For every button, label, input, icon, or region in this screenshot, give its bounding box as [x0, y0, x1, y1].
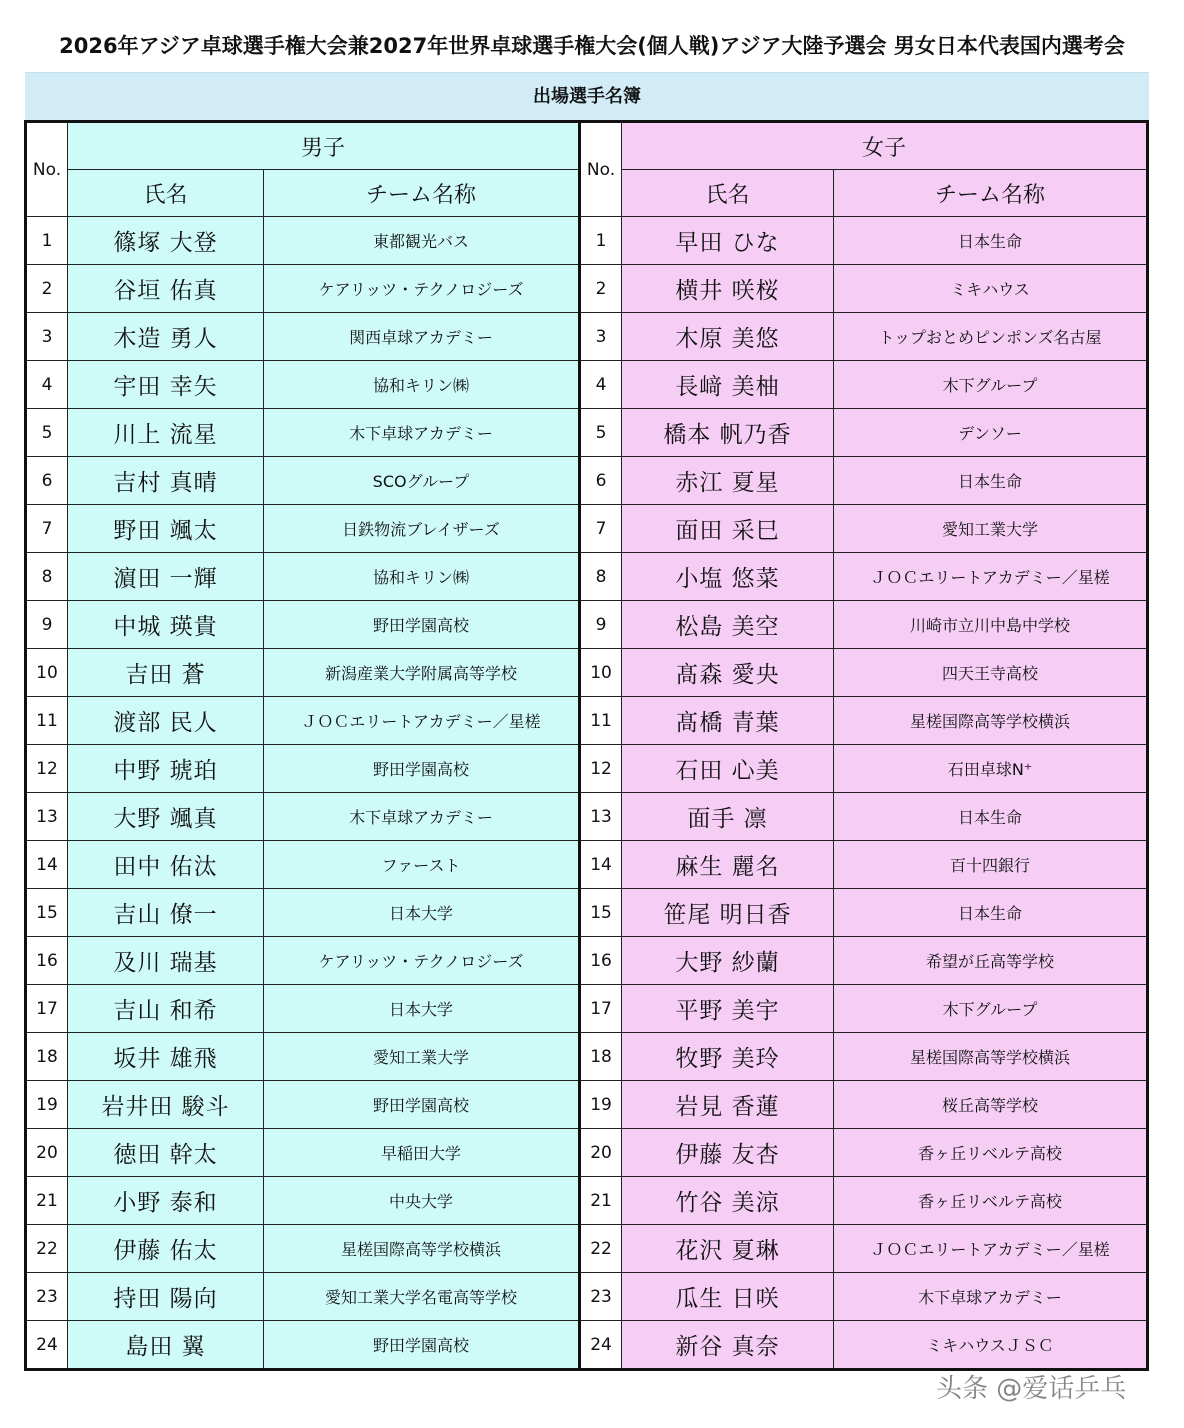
- women-team-name: 星槎国際高等学校横浜: [834, 1033, 1148, 1081]
- men-row-no: 23: [26, 1273, 68, 1321]
- women-row-no: 1: [580, 217, 622, 265]
- table-row: [26, 1033, 1148, 1081]
- men-row-no: 11: [26, 697, 68, 745]
- roster-table: [24, 120, 1149, 1371]
- men-player-name: 谷垣 佑真: [68, 265, 264, 313]
- women-player-name: 笹尾 明日香: [622, 889, 834, 937]
- women-player-name: 横井 咲桜: [622, 265, 834, 313]
- women-row-no: 22: [580, 1225, 622, 1273]
- women-player-name: 面田 采巳: [622, 505, 834, 553]
- men-row-no: 12: [26, 745, 68, 793]
- men-row-no: 15: [26, 889, 68, 937]
- women-player-name: 石田 心美: [622, 745, 834, 793]
- women-player-name: 平野 美宇: [622, 985, 834, 1033]
- men-team-name: 早稲田大学: [264, 1129, 580, 1177]
- men-player-name: 中城 瑛貴: [68, 601, 264, 649]
- men-row-no: 10: [26, 649, 68, 697]
- women-row-no: 19: [580, 1081, 622, 1129]
- women-team-name: 石田卓球N⁺: [834, 745, 1148, 793]
- women-team-name: 希望が丘高等学校: [834, 937, 1148, 985]
- women-player-name: 竹谷 美涼: [622, 1177, 834, 1225]
- men-no-header: No.: [26, 122, 68, 217]
- men-player-name: 宇田 幸矢: [68, 361, 264, 409]
- women-row-no: 20: [580, 1129, 622, 1177]
- women-name-header: 氏名: [622, 170, 834, 217]
- women-player-name: 面手 凛: [622, 793, 834, 841]
- men-row-no: 16: [26, 937, 68, 985]
- women-row-no: 2: [580, 265, 622, 313]
- women-team-name: 日本生命: [834, 217, 1148, 265]
- women-player-name: 瓜生 日咲: [622, 1273, 834, 1321]
- men-team-name: 中央大学: [264, 1177, 580, 1225]
- men-row-no: 8: [26, 553, 68, 601]
- men-player-name: 野田 颯太: [68, 505, 264, 553]
- men-team-name: 協和キリン㈱: [264, 553, 580, 601]
- men-team-name: 野田学園高校: [264, 1081, 580, 1129]
- men-player-name: 木造 勇人: [68, 313, 264, 361]
- men-player-name: 伊藤 佑太: [68, 1225, 264, 1273]
- women-team-name: ＪＯＣエリートアカデミー／星槎: [834, 553, 1148, 601]
- women-player-name: 伊藤 友杏: [622, 1129, 834, 1177]
- women-player-name: 早田 ひな: [622, 217, 834, 265]
- women-team-name: デンソー: [834, 409, 1148, 457]
- men-row-no: 19: [26, 1081, 68, 1129]
- women-row-no: 3: [580, 313, 622, 361]
- men-team-name: 野田学園高校: [264, 601, 580, 649]
- table-row: [26, 745, 1148, 793]
- women-team-name: 星槎国際高等学校横浜: [834, 697, 1148, 745]
- women-row-no: 18: [580, 1033, 622, 1081]
- men-row-no: 6: [26, 457, 68, 505]
- roster-body: [26, 217, 1148, 1370]
- men-player-name: 坂井 雄飛: [68, 1033, 264, 1081]
- women-player-name: 赤江 夏星: [622, 457, 834, 505]
- men-player-name: 持田 陽向: [68, 1273, 264, 1321]
- table-row: [26, 1321, 1148, 1370]
- table-row: [26, 937, 1148, 985]
- men-team-name: 日本大学: [264, 985, 580, 1033]
- women-team-name: トップおとめピンポンズ名古屋: [834, 313, 1148, 361]
- men-player-name: 篠塚 大登: [68, 217, 264, 265]
- men-team-name: 星槎国際高等学校横浜: [264, 1225, 580, 1273]
- men-player-name: 中野 琥珀: [68, 745, 264, 793]
- men-group-header: 男子: [68, 122, 580, 170]
- men-row-no: 13: [26, 793, 68, 841]
- men-team-name: 日鉄物流ブレイザーズ: [264, 505, 580, 553]
- men-row-no: 14: [26, 841, 68, 889]
- men-team-name: 木下卓球アカデミー: [264, 793, 580, 841]
- women-team-name: 川崎市立川中島中学校: [834, 601, 1148, 649]
- women-team-name: ＪＯＣエリートアカデミー／星槎: [834, 1225, 1148, 1273]
- men-team-name: 愛知工業大学名電高等学校: [264, 1273, 580, 1321]
- men-row-no: 4: [26, 361, 68, 409]
- women-row-no: 11: [580, 697, 622, 745]
- women-row-no: 8: [580, 553, 622, 601]
- subtitle-bar: [25, 72, 1149, 121]
- women-player-name: 橋本 帆乃香: [622, 409, 834, 457]
- men-team-name: ＪＯＣエリートアカデミー／星槎: [264, 697, 580, 745]
- table-row: [26, 1081, 1148, 1129]
- men-team-name: 野田学園高校: [264, 745, 580, 793]
- men-team-name: 野田学園高校: [264, 1321, 580, 1370]
- women-team-name: 日本生命: [834, 889, 1148, 937]
- table-row: [26, 1225, 1148, 1273]
- men-team-name: 新潟産業大学附属高等学校: [264, 649, 580, 697]
- women-team-name: 日本生命: [834, 793, 1148, 841]
- women-player-name: 大野 紗蘭: [622, 937, 834, 985]
- women-row-no: 6: [580, 457, 622, 505]
- men-row-no: 24: [26, 1321, 68, 1370]
- women-player-name: 花沢 夏琳: [622, 1225, 834, 1273]
- women-player-name: 松島 美空: [622, 601, 834, 649]
- men-row-no: 17: [26, 985, 68, 1033]
- women-row-no: 23: [580, 1273, 622, 1321]
- men-player-name: 吉山 和希: [68, 985, 264, 1033]
- men-player-name: 大野 颯真: [68, 793, 264, 841]
- men-team-name: SCOグループ: [264, 457, 580, 505]
- women-row-no: 16: [580, 937, 622, 985]
- women-row-no: 21: [580, 1177, 622, 1225]
- page-title: 2026年アジア卓球選手権大会兼2027年世界卓球選手権大会(個人戦)アジア大陸予選会 男女日本代表国内選考会: [59, 34, 1125, 58]
- men-player-name: 岩井田 駿斗: [68, 1081, 264, 1129]
- table-row: [26, 1177, 1148, 1225]
- men-team-name: 木下卓球アカデミー: [264, 409, 580, 457]
- men-team-header: チーム名称: [264, 170, 580, 217]
- men-team-name: 日本大学: [264, 889, 580, 937]
- subtitle-text: 出場選手名簿: [533, 86, 641, 107]
- women-row-no: 4: [580, 361, 622, 409]
- table-row: [26, 313, 1148, 361]
- women-team-header: チーム名称: [834, 170, 1148, 217]
- women-team-name: 木下卓球アカデミー: [834, 1273, 1148, 1321]
- women-player-name: 長﨑 美柚: [622, 361, 834, 409]
- men-team-name: ケアリッツ・テクノロジーズ: [264, 265, 580, 313]
- table-row: [26, 505, 1148, 553]
- women-team-name: 百十四銀行: [834, 841, 1148, 889]
- women-team-name: 四天王寺高校: [834, 649, 1148, 697]
- men-player-name: 田中 佑汰: [68, 841, 264, 889]
- women-team-name: 木下グループ: [834, 985, 1148, 1033]
- men-player-name: 渡部 民人: [68, 697, 264, 745]
- men-row-no: 5: [26, 409, 68, 457]
- women-player-name: 髙橋 青葉: [622, 697, 834, 745]
- women-player-name: 牧野 美玲: [622, 1033, 834, 1081]
- men-player-name: 吉村 真晴: [68, 457, 264, 505]
- women-row-no: 13: [580, 793, 622, 841]
- men-player-name: 小野 泰和: [68, 1177, 264, 1225]
- women-no-header: No.: [580, 122, 622, 217]
- women-team-name: 愛知工業大学: [834, 505, 1148, 553]
- women-group-header: 女子: [622, 122, 1148, 170]
- women-player-name: 新谷 真奈: [622, 1321, 834, 1370]
- table-row: [26, 649, 1148, 697]
- women-player-name: 髙森 愛央: [622, 649, 834, 697]
- women-player-name: 小塩 悠菜: [622, 553, 834, 601]
- women-team-name: ミキハウスＪＳＣ: [834, 1321, 1148, 1370]
- watermark: 头条 @爱话乒乓: [936, 1374, 1127, 1404]
- table-row: [26, 793, 1148, 841]
- women-row-no: 12: [580, 745, 622, 793]
- table-row: [26, 265, 1148, 313]
- women-row-no: 7: [580, 505, 622, 553]
- table-row: [26, 697, 1148, 745]
- men-row-no: 7: [26, 505, 68, 553]
- women-team-name: 日本生命: [834, 457, 1148, 505]
- table-row: [26, 1129, 1148, 1177]
- women-team-name: ミキハウス: [834, 265, 1148, 313]
- men-row-no: 3: [26, 313, 68, 361]
- women-row-no: 14: [580, 841, 622, 889]
- table-row: [26, 841, 1148, 889]
- men-player-name: 川上 流星: [68, 409, 264, 457]
- men-row-no: 1: [26, 217, 68, 265]
- men-team-name: 関西卓球アカデミー: [264, 313, 580, 361]
- table-row: [26, 1273, 1148, 1321]
- men-team-name: 愛知工業大学: [264, 1033, 580, 1081]
- men-team-name: 東都観光バス: [264, 217, 580, 265]
- men-team-name: ファースト: [264, 841, 580, 889]
- men-row-no: 20: [26, 1129, 68, 1177]
- women-row-no: 15: [580, 889, 622, 937]
- men-team-name: 協和キリン㈱: [264, 361, 580, 409]
- men-row-no: 9: [26, 601, 68, 649]
- women-player-name: 岩見 香蓮: [622, 1081, 834, 1129]
- men-player-name: 吉山 僚一: [68, 889, 264, 937]
- table-row: [26, 361, 1148, 409]
- men-player-name: 濵田 一輝: [68, 553, 264, 601]
- table-row: [26, 409, 1148, 457]
- table-row: [26, 457, 1148, 505]
- table-row: [26, 889, 1148, 937]
- women-team-name: 木下グループ: [834, 361, 1148, 409]
- men-player-name: 島田 翼: [68, 1321, 264, 1370]
- women-player-name: 木原 美悠: [622, 313, 834, 361]
- men-name-header: 氏名: [68, 170, 264, 217]
- men-player-name: 及川 瑞基: [68, 937, 264, 985]
- women-row-no: 5: [580, 409, 622, 457]
- men-player-name: 徳田 幹太: [68, 1129, 264, 1177]
- header-row-groups: [26, 122, 1148, 170]
- table-row: [26, 553, 1148, 601]
- men-row-no: 2: [26, 265, 68, 313]
- men-row-no: 18: [26, 1033, 68, 1081]
- table-row: [26, 217, 1148, 265]
- table-row: [26, 601, 1148, 649]
- men-row-no: 22: [26, 1225, 68, 1273]
- table-row: [26, 985, 1148, 1033]
- women-row-no: 9: [580, 601, 622, 649]
- men-row-no: 21: [26, 1177, 68, 1225]
- women-team-name: 香ヶ丘リベルテ高校: [834, 1177, 1148, 1225]
- women-player-name: 麻生 麗名: [622, 841, 834, 889]
- men-player-name: 吉田 蒼: [68, 649, 264, 697]
- men-team-name: ケアリッツ・テクノロジーズ: [264, 937, 580, 985]
- women-row-no: 24: [580, 1321, 622, 1370]
- women-team-name: 香ヶ丘リベルテ高校: [834, 1129, 1148, 1177]
- women-row-no: 17: [580, 985, 622, 1033]
- women-row-no: 10: [580, 649, 622, 697]
- women-team-name: 桜丘高等学校: [834, 1081, 1148, 1129]
